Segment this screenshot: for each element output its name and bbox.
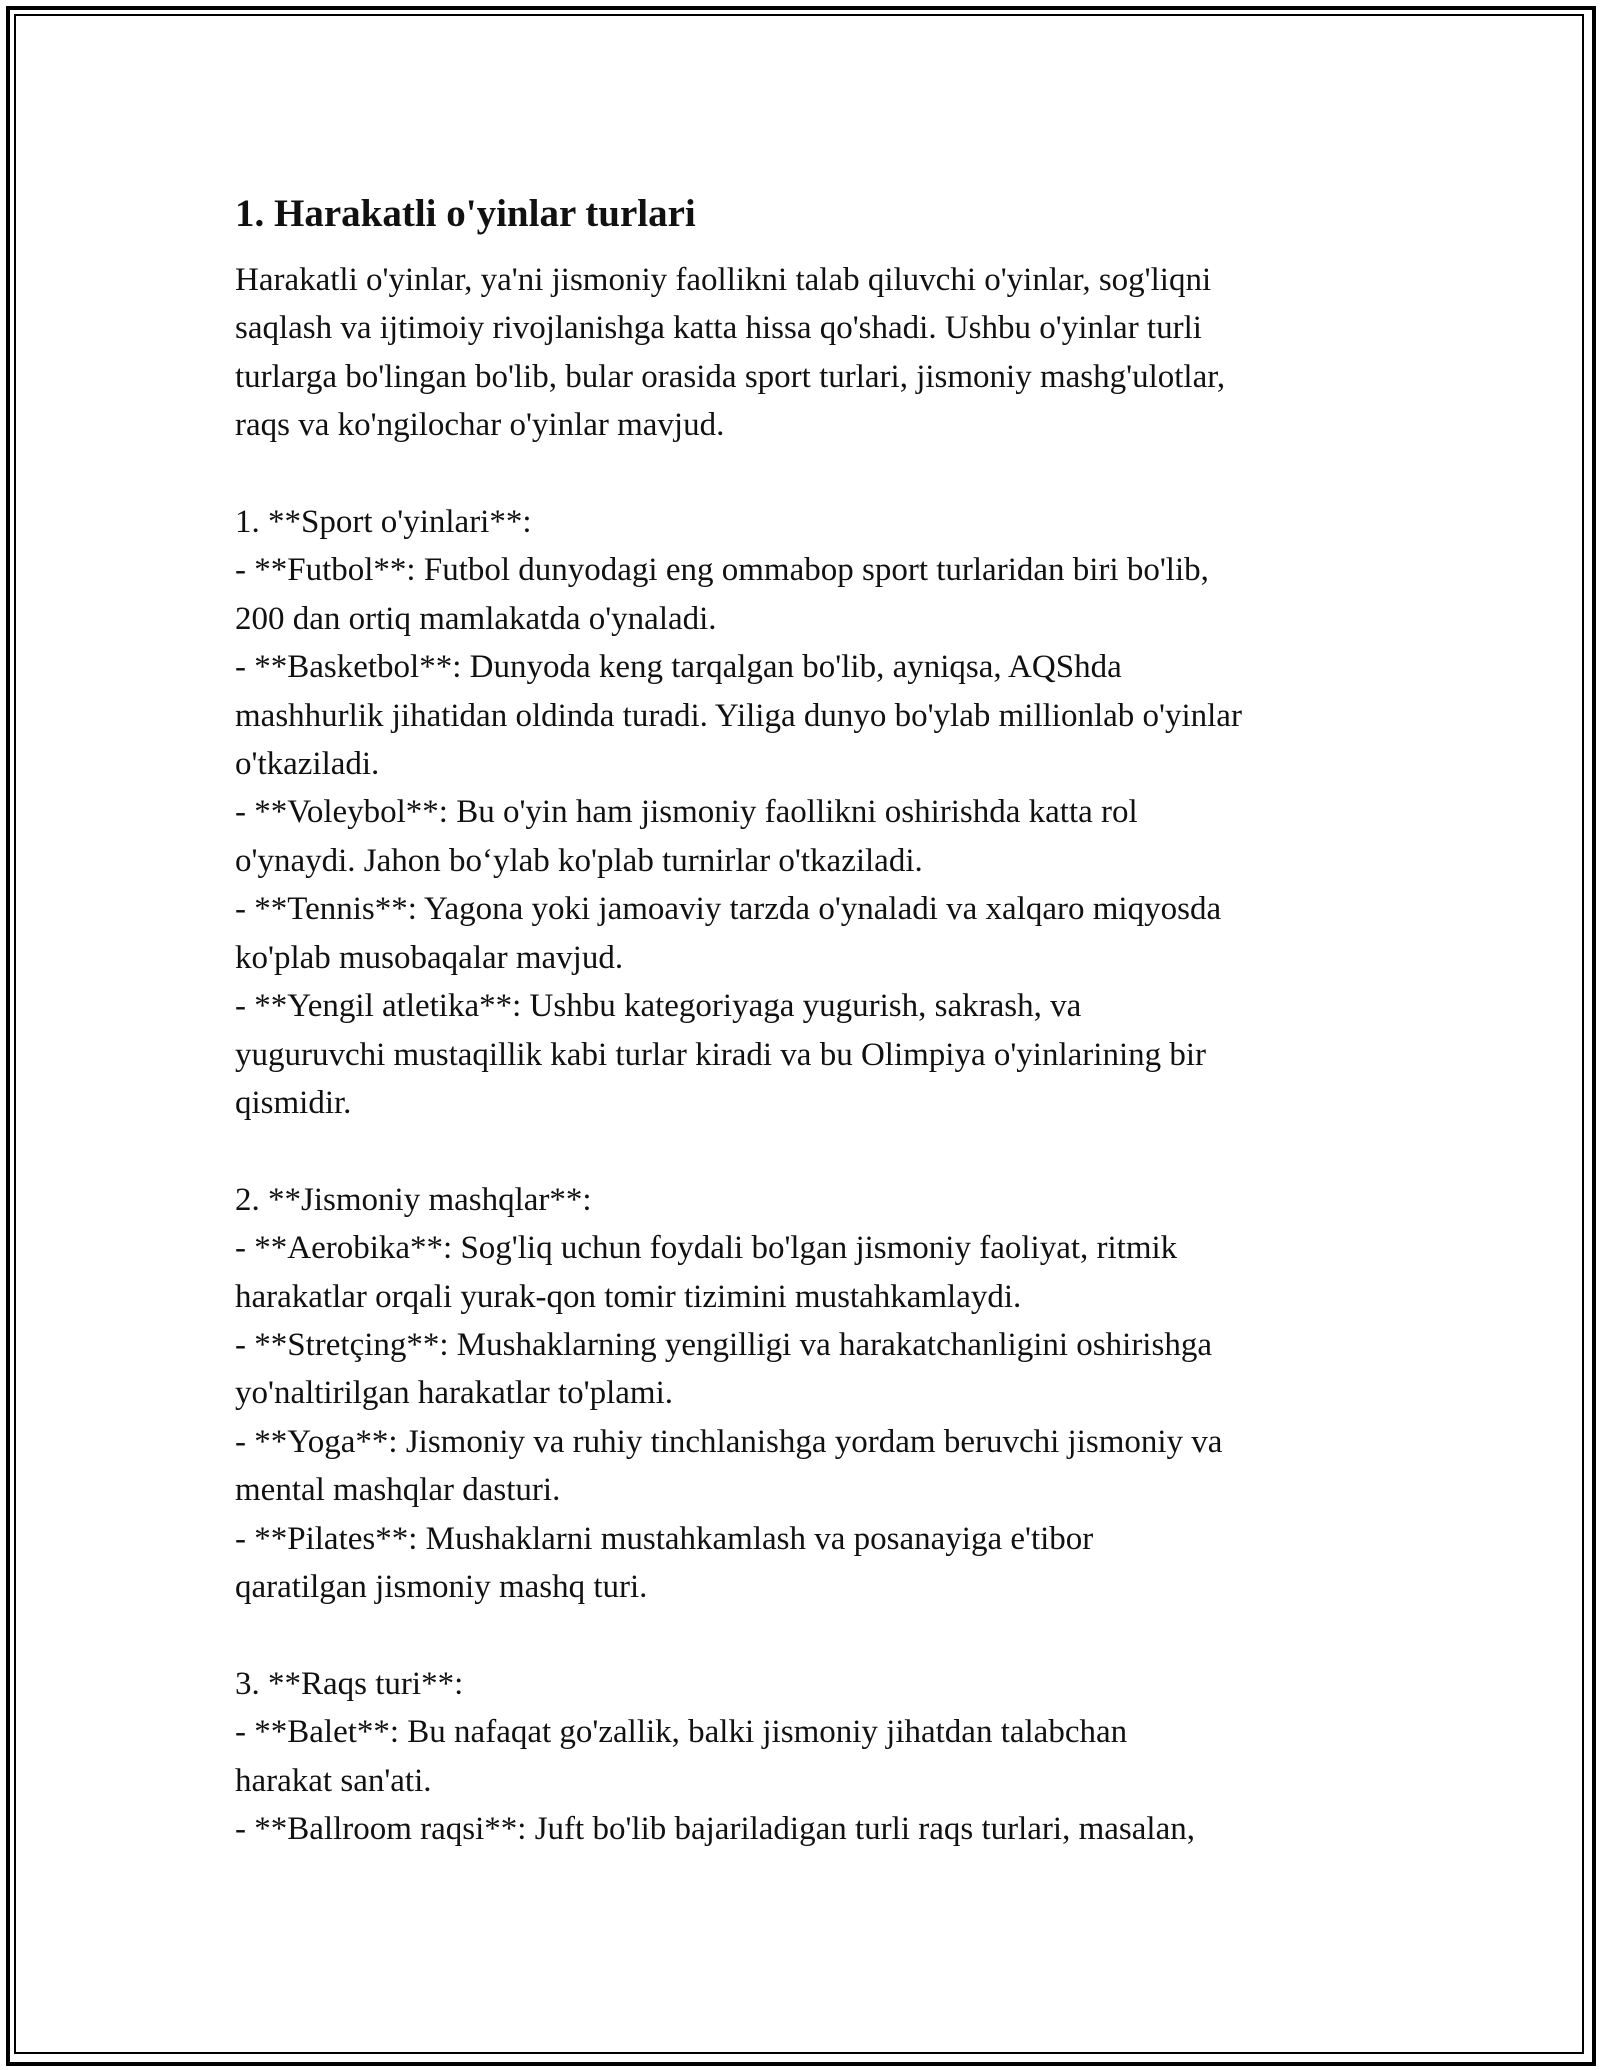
section-heading: 1. Harakatli o'yinlar turlari (235, 192, 696, 235)
document-content (235, 188, 1385, 1853)
section-body-text: Harakatli o'yinlar, ya'ni jismoniy faollikni talab qiluvchi o'yinlar, sog'liqni saqlash va ijtimoiy rivojlanishga katta hissa qo'shadi. Ushbu o'yinlar turli turlarga bo'lingan bo'lib, bular orasida sport turlari, jismoniy mashg'ulotlar, raqs va ko'ngilochar o'yinlar mavjud. 1. **Sport o'yinlari**: - **Futbol**: Futbol dunyodagi eng ommabop sport turlaridan biri bo'lib, 200 dan ortiq mamlakatda o'ynaladi. - **Basketbol**: Dunyoda keng tarqalgan bo'lib, ayniqsa, AQShda mashhurlik jihatidan oldinda turadi. Yiliga dunyo bo'ylab millionlab o'yinlar o'tkaziladi. - **Voleybol**: Bu o'yin ham jismoniy faollikni oshirishda katta rol o'ynaydi. Jahon bo‘ylab ko'plab turnirlar o'tkaziladi. - **Tennis**: Yagona yoki jamoaviy tarzda o'ynaladi va xalqaro miqyosda ko'plab musobaqalar mavjud. - **Yengil atletika**: Ushbu kategoriyaga yugurish, sakrash, va yuguruvchi mustaqillik kabi turlar kiradi va bu Olimpiya o'yinlarining bir qismidir. 2. **Jismoniy mashqlar**: - **Aerobika**: Sog'liq uchun foydali bo'lgan jismoniy faoliyat, ritmik harakatlar orqali yurak-qon tomir tizimini mustahkamlaydi. - **Stretçing**: Mushaklarning yengilligi va harakatchanligini oshirishga yo'naltirilgan harakatlar to'plami. - **Yoga**: Jismoniy va ruhiy tinchlanishga yordam beruvchi jismoniy va mental mashqlar dasturi. - **Pilates**: Mushaklarni mustahkamlash va posanayiga e'tibor qaratilgan jismoniy mashq turi. 3. **Raqs turi**: - **Balet**: Bu nafaqat go'zallik, balki jismoniy jihatdan talabchan harakat san'ati. - **Ballroom raqsi**: Juft bo'lib bajariladigan turli raqs turlari, masalan, (235, 262, 1242, 1847)
